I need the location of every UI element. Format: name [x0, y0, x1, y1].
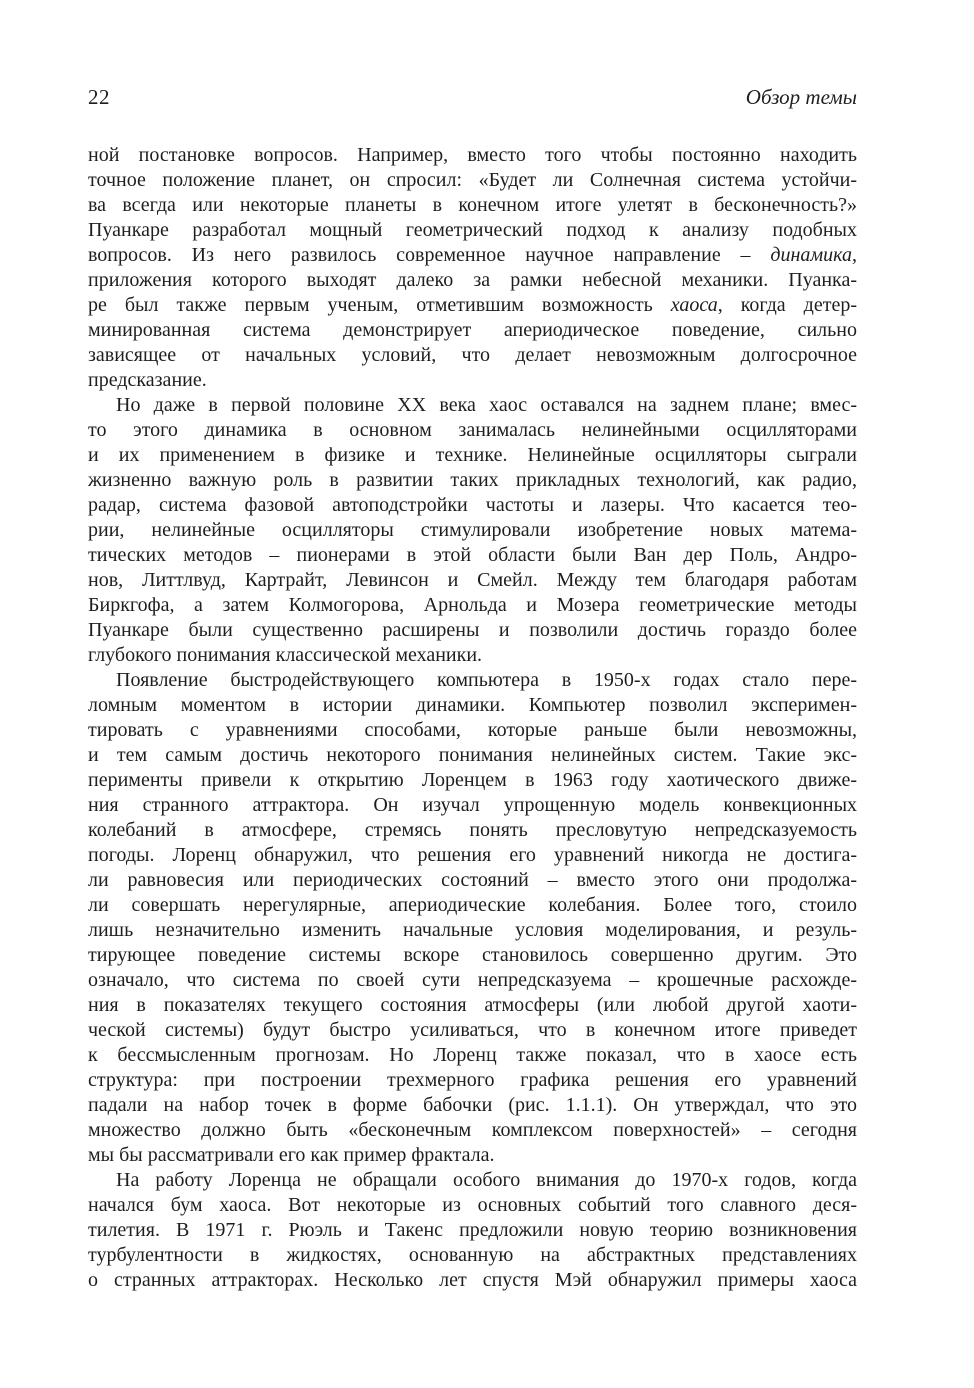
text-line: ли равновесия или периодических состояний – вместо этого они продолжа- — [88, 869, 857, 891]
text-line: ва всегда или некоторые планеты в конечном итоге улетят в бесконечность?» — [88, 194, 857, 216]
text-line: глубокого понимания классической механики. — [88, 644, 483, 666]
text-line: ния в показателях текущего состояния атмосферы (или любой другой хаоти- — [88, 994, 857, 1016]
text-line: На работу Лоренца не обращали особого внимания до 1970-х годов, когда — [116, 1169, 857, 1191]
running-header — [88, 84, 857, 110]
text-line: Биркгофа, а затем Колмогорова, Арнольда и Мозера геометрические методы — [88, 594, 857, 616]
text-line: ломным моментом в истории динамики. Компьютер позволил эксперимен- — [88, 694, 857, 716]
paragraph — [88, 393, 857, 668]
text-line: лишь незначительно изменить начальные условия моделирования, и резуль- — [88, 919, 857, 941]
text-line: множество должно быть «бесконечным комплексом поверхностей» – сегодня — [88, 1119, 857, 1141]
text-line: падали на набор точек в форме бабочки (рис. 1.1.1). Он утверждал, что это — [88, 1094, 857, 1116]
text-line: радар, система фазовой автоподстройки частоты и лазеры. Что касается тео- — [88, 494, 857, 516]
text-line: к бессмысленным прогнозам. Но Лоренц также показал, что в хаосе есть — [88, 1044, 857, 1066]
text-line: ли совершать нерегулярные, апериодические колебания. Более того, стоило — [88, 894, 857, 916]
text-line: приложения которого выходят далеко за рамки небесной механики. Пуанка- — [88, 269, 857, 291]
paragraph — [88, 668, 857, 1168]
text-line: погоды. Лоренц обнаружил, что решения его уравнений никогда не достига- — [88, 844, 857, 866]
running-head-title: Обзор темы — [745, 85, 857, 109]
text-line: минированная система демонстрирует апериодическое поведение, сильно — [88, 319, 857, 341]
text-line: и тем самым достичь некоторого понимания нелинейных систем. Такие экс- — [88, 744, 857, 766]
text-line: Но даже в первой половине XX века хаос оставался на заднем плане; вмес- — [116, 394, 857, 416]
text-line: ре был также первым ученым, отметившим возможность хаоса, когда детер- — [88, 294, 857, 316]
text-line: то этого динамика в основном занималась нелинейными осцилляторами — [88, 419, 857, 441]
paragraph — [88, 143, 857, 393]
text-line: тирующее поведение системы вскоре становилось совершенно другим. Это — [88, 944, 857, 966]
text-line: ной постановке вопросов. Например, вместо того чтобы постоянно находить — [88, 144, 857, 166]
text-line: означало, что система по своей сути непредсказуема – крошечные расхожде- — [88, 969, 857, 991]
text-line: перименты привели к открытию Лоренцем в 1963 году хаотического движе- — [88, 769, 857, 791]
text-line: предсказание. — [88, 369, 207, 391]
paragraph — [88, 1168, 857, 1293]
text-line: Пуанкаре были существенно расширены и позволили достичь гораздо более — [88, 619, 857, 641]
text-line: мы бы рассматривали его как пример фрактала. — [88, 1144, 495, 1166]
text-line: вопросов. Из него развилось современное научное направление – динамика, — [88, 244, 857, 266]
text-line: Появление быстродействующего компьютера в 1950-х годах стало пере- — [116, 669, 857, 691]
text-line: начался бум хаоса. Вот некоторые из основных событий того славного деся- — [88, 1194, 857, 1216]
page-number: 22 — [88, 85, 110, 109]
text-line: о странных аттракторах. Несколько лет спустя Мэй обнаружил примеры хаоса — [88, 1269, 857, 1291]
text-line: зависящее от начальных условий, что делает невозможным долгосрочное — [88, 344, 857, 366]
text-line: колебаний в атмосфере, стремясь понять пресловутую непредсказуемость — [88, 819, 857, 841]
text-line: тических методов – пионерами в этой области были Ван дер Поль, Андро- — [88, 544, 857, 566]
text-line: ния странного аттрактора. Он изучал упрощенную модель конвекционных — [88, 794, 857, 816]
text-line: и их применением в физике и технике. Нелинейные осцилляторы сыграли — [88, 444, 857, 466]
text-line: тилетия. В 1971 г. Рюэль и Такенс предложили новую теорию возникновения — [88, 1219, 857, 1241]
text-body — [88, 143, 857, 1293]
text-line: ческой системы) будут быстро усиливаться, что в конечном итоге приведет — [88, 1019, 857, 1041]
text-line: точное положение планет, он спросил: «Будет ли Солнечная система устойчи- — [88, 169, 857, 191]
text-line: нов, Литтлвуд, Картрайт, Левинсон и Смейл. Между тем благодаря работам — [88, 569, 857, 591]
text-line: тировать с уравнениями способами, которые раньше были невозможны, — [88, 719, 857, 741]
text-line: Пуанкаре разработал мощный геометрический подход к анализу подобных — [88, 219, 857, 241]
text-line: турбулентности в жидкостях, основанную на абстрактных представлениях — [88, 1244, 857, 1266]
text-line: рии, нелинейные осцилляторы стимулировали изобретение новых матема- — [88, 519, 857, 541]
text-line: структура: при построении трехмерного графика решения его уравнений — [88, 1069, 857, 1091]
text-line: жизненно важную роль в развитии таких прикладных технологий, как радио, — [88, 469, 857, 491]
